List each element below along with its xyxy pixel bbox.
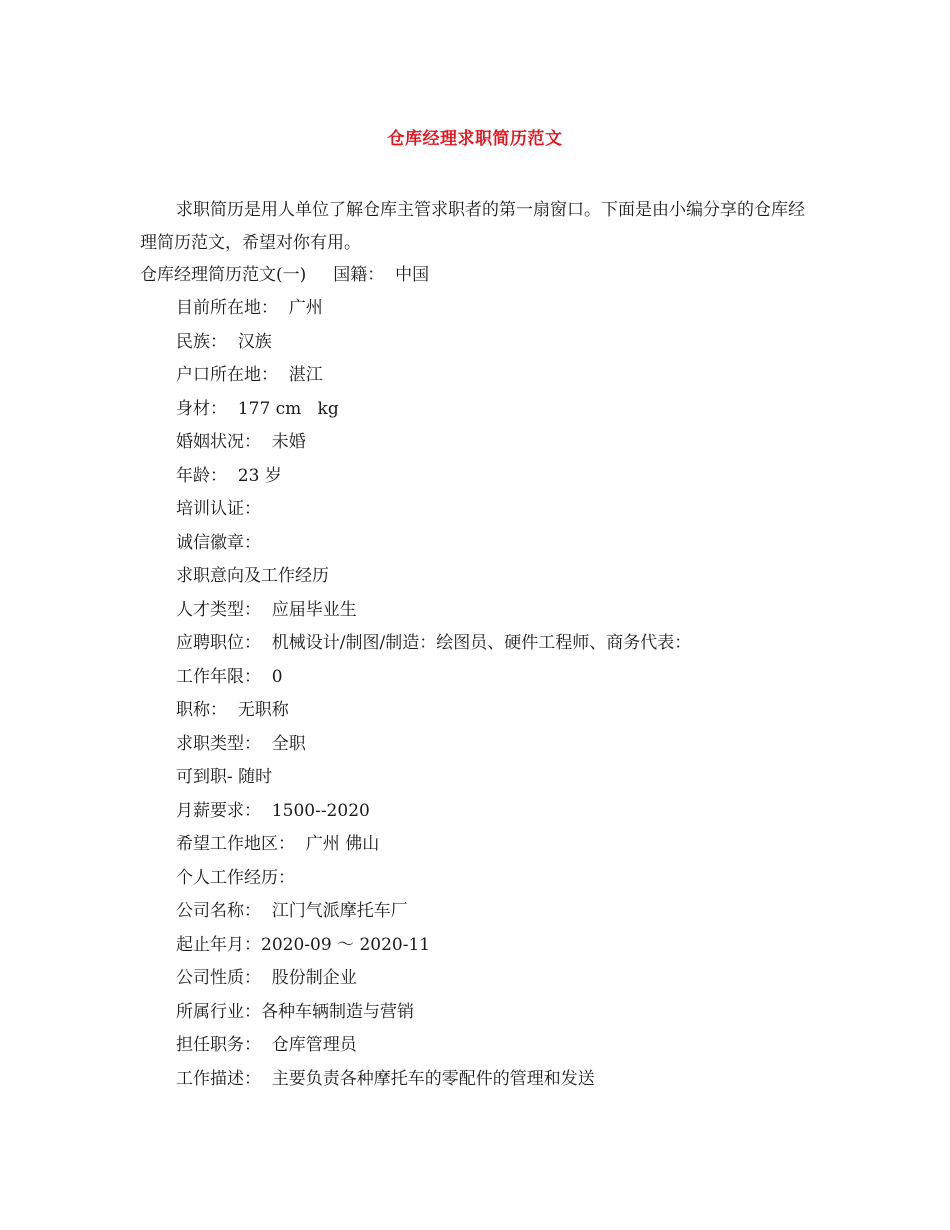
field-years-of-work: 工作年限： 0 (176, 666, 283, 687)
field-job-description: 工作描述： 主要负责各种摩托车的零配件的管理和发送 (176, 1068, 595, 1089)
intro-paragraph: 求职简历是用人单位了解仓库主管求职者的第一扇窗口。下面是由小编分享的仓库经理简历范文，希望对你有用。 (140, 200, 805, 253)
field-talent-type: 人才类型： 应届毕业生 (176, 599, 357, 620)
field-position-applied: 应聘职位： 机械设计/制图/制造：绘图员、硬件工程师、商务代表： (176, 633, 692, 653)
field-professional-title: 职称： 无职称 (176, 700, 289, 720)
field-current-location: 目前所在地： 广州 (176, 298, 323, 318)
field-salary-expectation: 月薪要求： 1500--2020 (176, 800, 370, 821)
field-age: 年龄： 23 岁 (176, 465, 282, 486)
field-industry: 所属行业：各种车辆制造与营销 (176, 1001, 414, 1022)
field-marital-status: 婚姻状况： 未婚 (176, 432, 306, 452)
field-company-type: 公司性质： 股份制企业 (176, 968, 357, 988)
resume-field-list (176, 295, 691, 1099)
field-job-type: 求职类型： 全职 (176, 733, 306, 754)
field-company-name: 公司名称： 江门气派摩托车厂 (176, 901, 408, 921)
section-heading-nationality: 仓库经理简历范文(一) 国籍： 中国 (140, 265, 430, 285)
field-availability: 可到职- 随时 (176, 767, 273, 787)
field-job-role: 担任职务： 仓库管理员 (176, 1035, 357, 1055)
field-training-certification: 培训认证： (176, 499, 261, 519)
subheading-work-experience: 个人工作经历： (176, 867, 295, 888)
document-title: 仓库经理求职简历范文 (387, 129, 563, 149)
field-household-registration: 户口所在地： 湛江 (176, 365, 323, 385)
field-employment-period: 起止年月：2020-09 ～ 2020-11 (176, 934, 431, 955)
field-integrity-badge: 诚信徽章： (176, 532, 261, 553)
field-ethnicity: 民族： 汉族 (176, 331, 272, 352)
field-preferred-location: 希望工作地区： 广州 佛山 (176, 834, 380, 854)
subheading-job-intention: 求职意向及工作经历 (176, 566, 329, 586)
field-height-weight: 身材： 177 cm kg (176, 398, 339, 419)
